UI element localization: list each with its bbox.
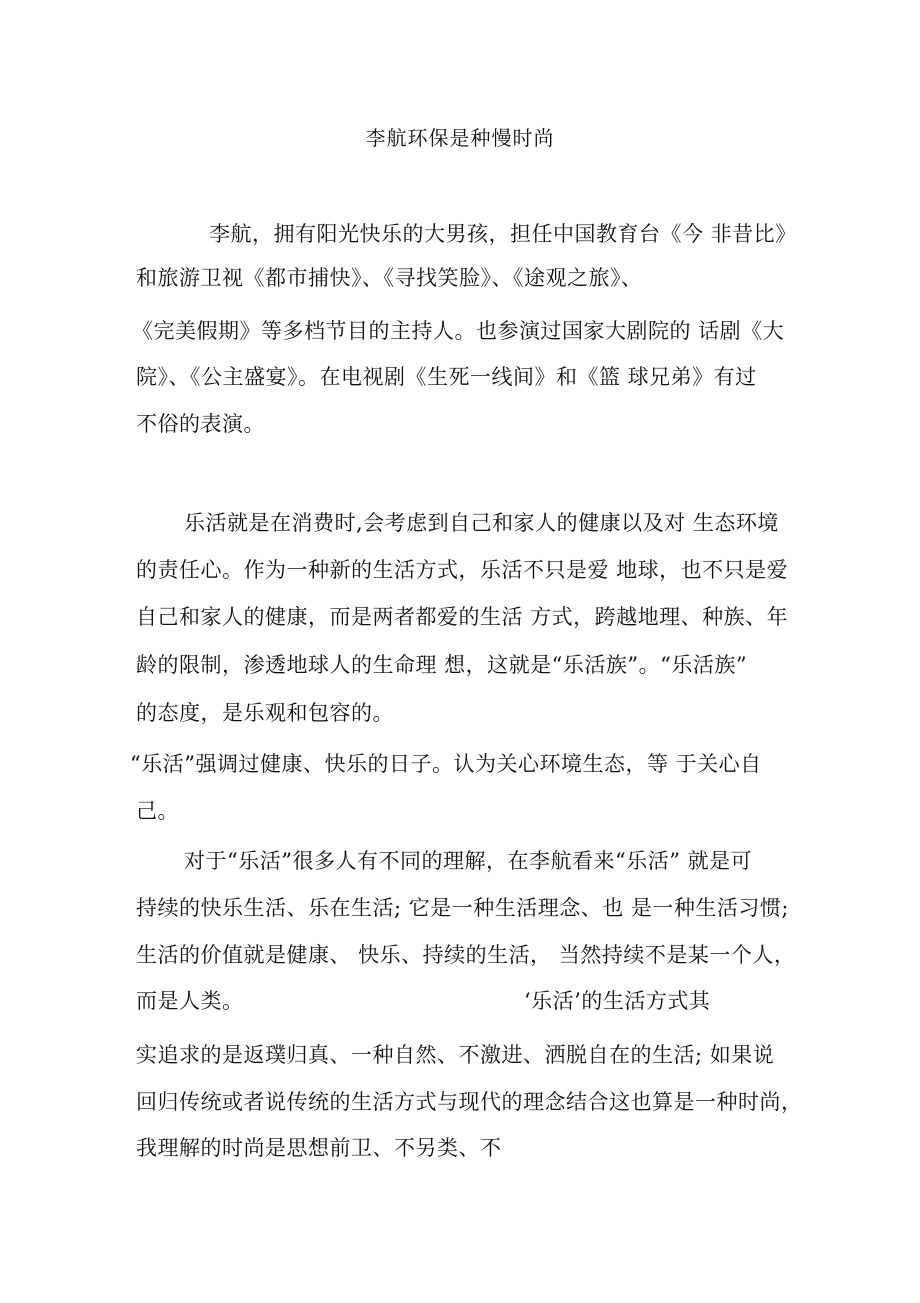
- paragraph-4-line-2: 持续的快乐生活、乐在生活; 它是一种生活理念、也 是一种生活习惯;: [136, 896, 789, 920]
- paragraph-1-line-4: 院》、《公主盛宴》。在电视剧《生死一线间》和《篮 球兄弟》有过: [136, 365, 757, 389]
- paragraph-1-line-5: 不俗的表演。: [136, 412, 265, 436]
- paragraph-2-line-4: 龄的限制，渗透地球人的生命理 想，这就是“乐活族”。“乐活族”: [136, 653, 748, 677]
- paragraph-2-line-1: 乐活就是在消费时,会考虑到自己和家人的健康以及对 生态环境: [184, 511, 779, 535]
- paragraph-2-line-2: 的责任心。作为一种新的生活方式，乐活不只是爱 地球，也不只是爱: [136, 558, 789, 582]
- paragraph-4-line-6: 回归传统或者说传统的生活方式与现代的理念结合这也算是一种时尚，: [136, 1090, 803, 1114]
- paragraph-1-line-3: 《完美假期》等多档节目的主持人。也参演过国家大剧院的 话剧《大: [132, 319, 785, 343]
- paragraph-2-line-3: 自己和家人的健康，而是两者都爱的生活 方式，跨越地理、种族、年: [136, 605, 789, 629]
- paragraph-2-line-5: 的态度，是乐观和包容的。: [136, 701, 394, 725]
- paragraph-1-line-1: 李航，拥有阳光快乐的大男孩，担任中国教育台《今 非昔比》: [209, 222, 797, 246]
- paragraph-4-line-4a: 而是人类。: [136, 989, 244, 1013]
- paragraph-4-line-7: 我理解的时尚是思想前卫、不另类、不: [136, 1136, 502, 1160]
- document-title: 李航环保是种慢时尚: [365, 126, 555, 150]
- paragraph-3-line-2: 己。: [136, 799, 179, 823]
- paragraph-4-line-1: 对于“乐活”很多人有不同的理解，在李航看来“乐活” 就是可: [184, 849, 753, 873]
- paragraph-4-line-4b: ‘乐活’的生活方式其: [524, 989, 711, 1013]
- paragraph-3-line-1: “乐活”强调过健康、快乐的日子。认为关心环境生态，等 于关心自: [130, 752, 762, 776]
- paragraph-4-line-5: 实追求的是返璞归真、一种自然、不激进、洒脱自在的生活; 如果说: [136, 1043, 775, 1067]
- paragraph-4-line-3: 生活的价值就是健康、 快乐、持续的生活， 当然持续不是某一个人，: [136, 943, 796, 967]
- paragraph-1-line-2: 和旅游卫视《都市捕快》、《寻找笑脸》、《途观之旅》、: [136, 266, 643, 290]
